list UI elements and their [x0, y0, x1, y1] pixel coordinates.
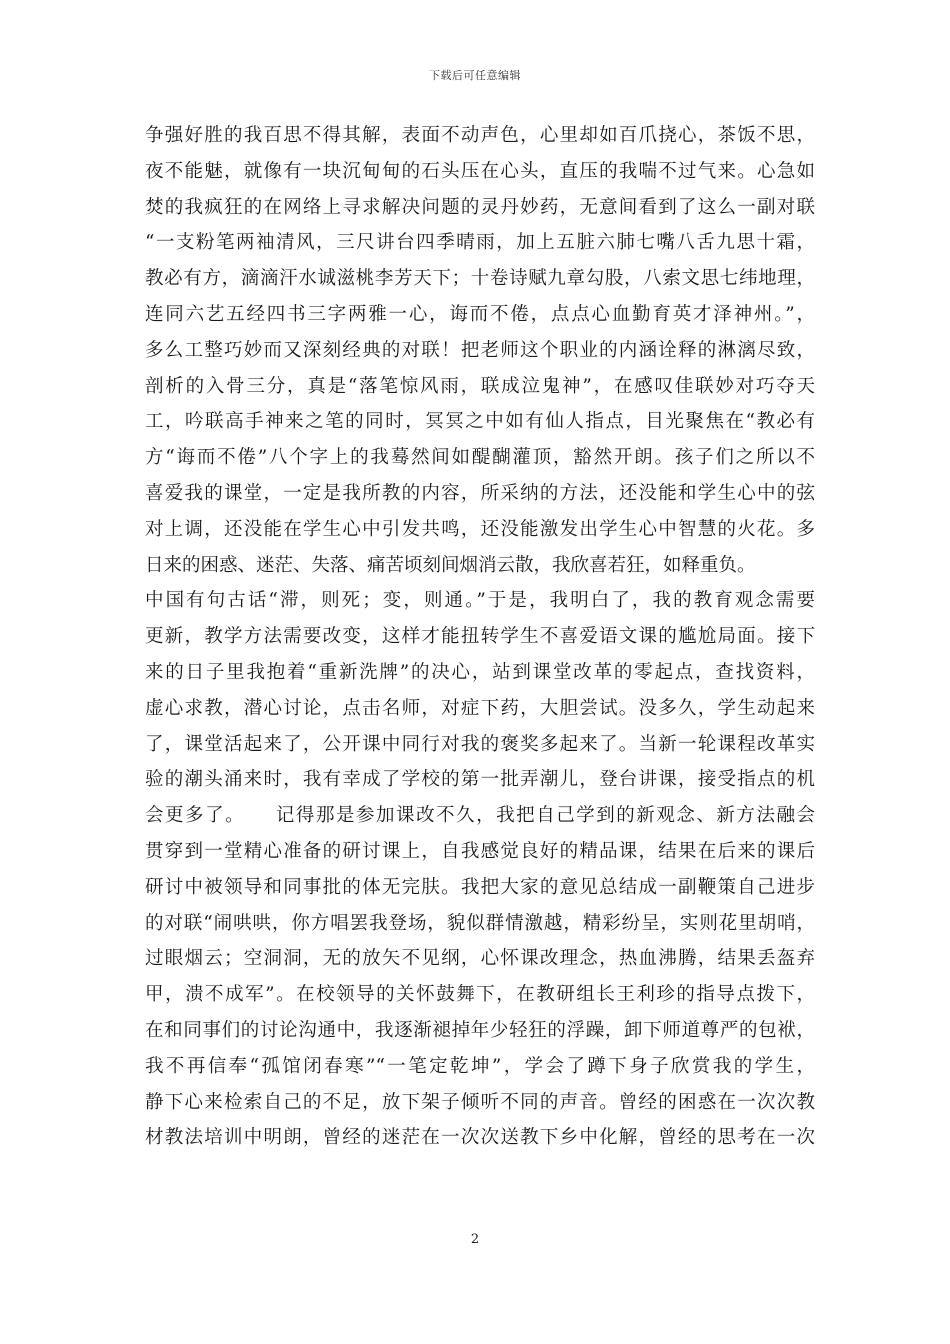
text-line: 焚的我疯狂的在网络上寻求解决问题的灵丹妙药，无意间看到了这么一副对联	[145, 196, 815, 218]
text-line: 材教法培训中明朗，曾经的迷茫在一次次送教下乡中化解，曾经的思考在一次	[145, 1127, 815, 1149]
page-number: 2	[470, 1232, 480, 1247]
page-header: 下载后可任意编辑	[429, 69, 521, 82]
text-line: 争强好胜的我百思不得其解，表面不动声色，心里却如百爪挠心，茶饭不思，	[145, 125, 815, 146]
text-line: 多么工整巧妙而又深刻经典的对联！把老师这个职业的内涵诠释的淋漓尽致，	[145, 339, 815, 361]
text-line: 过眼烟云；空洞洞，无的放矢不见纲，心怀课改理念，热血沸腾，结果丢盔弃	[145, 948, 815, 970]
text-line: 验的潮头涌来时，我有幸成了学校的第一批弄潮儿，登台讲课，接受指点的机	[145, 769, 815, 791]
text-line: 在和同事们的讨论沟通中，我逐渐褪掉年少轻狂的浮躁，卸下师道尊严的包袱，	[145, 1019, 815, 1041]
text-line: 夜不能魅，就像有一块沉甸甸的石头压在心头，直压的我喘不过气来。心急如	[145, 160, 815, 182]
text-line: 中国有句古话“滞，则死；变，则通。”于是，我明白了，我的教育观念需要	[145, 590, 815, 612]
text-line: 喜爱我的课堂，一定是我所教的内容，所采纳的方法，还没能和学生心中的弦	[145, 482, 815, 504]
text-line: 虚心求教，潜心讨论，点击名师，对症下药，大胆尝试。没多久，学生动起来	[145, 697, 815, 719]
text-line: 会更多了。 记得那是参加课改不久，我把自己学到的新观念、新方法融会	[145, 805, 815, 827]
text-line: 对上调，还没能在学生心中引发共鸣，还没能激发出学生心中智慧的火花。多	[145, 518, 815, 540]
text-line: 了，课堂活起来了，公开课中同行对我的褒奖多起来了。当新一轮课程改革实	[145, 733, 815, 755]
text-line: 更新，教学方法需要改变，这样才能扭转学生不喜爱语文课的尴尬局面。接下	[145, 626, 815, 648]
text-line: 剖析的入骨三分，真是“落笔惊风雨，联成泣鬼神”，在感叹佳联妙对巧夺天	[145, 375, 815, 397]
text-line: 连同六艺五经四书三字两雅一心，诲而不倦，点点心血勤育英才泽神州。”，	[145, 303, 815, 325]
text-line: 研讨中被领导和同事批的体无完肤。我把大家的意见总结成一副鞭策自己进步	[145, 876, 815, 898]
text-line: 教必有方，滴滴汗水诚滋桃李芳天下；十卷诗赋九章勾股，八索文思七纬地理，	[145, 268, 815, 290]
text-line: 工，吟联高手神来之笔的同时，冥冥之中如有仙人指点，目光聚焦在“教必有	[145, 411, 815, 433]
text-line: 日来的困惑、迷茫、失落、痛苦顷刻间烟消云散，我欣喜若狂，如释重负。	[145, 554, 756, 576]
text-line: 静下心来检索自己的不足，放下架子倾听不同的声音。曾经的困惑在一次次教	[145, 1091, 815, 1113]
text-line: “一支粉笔两袖清风，三尺讲台四季晴雨，加上五脏六肺七嘴八舌九思十霜，	[145, 232, 815, 254]
text-line: 我不再信奉“孤馆闭春寒”“一笔定乾坤”，学会了蹲下身子欣赏我的学生，	[145, 1055, 815, 1077]
text-line: 来的日子里我抱着“重新洗牌”的决心，站到课堂改革的零起点，查找资料，	[145, 661, 815, 683]
text-line: 方“诲而不倦”八个字上的我蓦然间如醍醐灌顶，豁然开朗。孩子们之所以不	[145, 447, 815, 469]
text-line: 甲，溃不成军”。在校领导的关怀鼓舞下，在教研组长王利珍的指导点拨下，	[145, 984, 815, 1006]
body-text	[145, 118, 815, 1156]
text-line: 贯穿到一堂精心准备的研讨课上，自我感觉良好的精品课，结果在后来的课后	[145, 840, 815, 862]
text-line: 的对联“闹哄哄，你方唱罢我登场，貌似群情激越，精彩纷呈，实则花里胡哨，	[145, 912, 815, 934]
